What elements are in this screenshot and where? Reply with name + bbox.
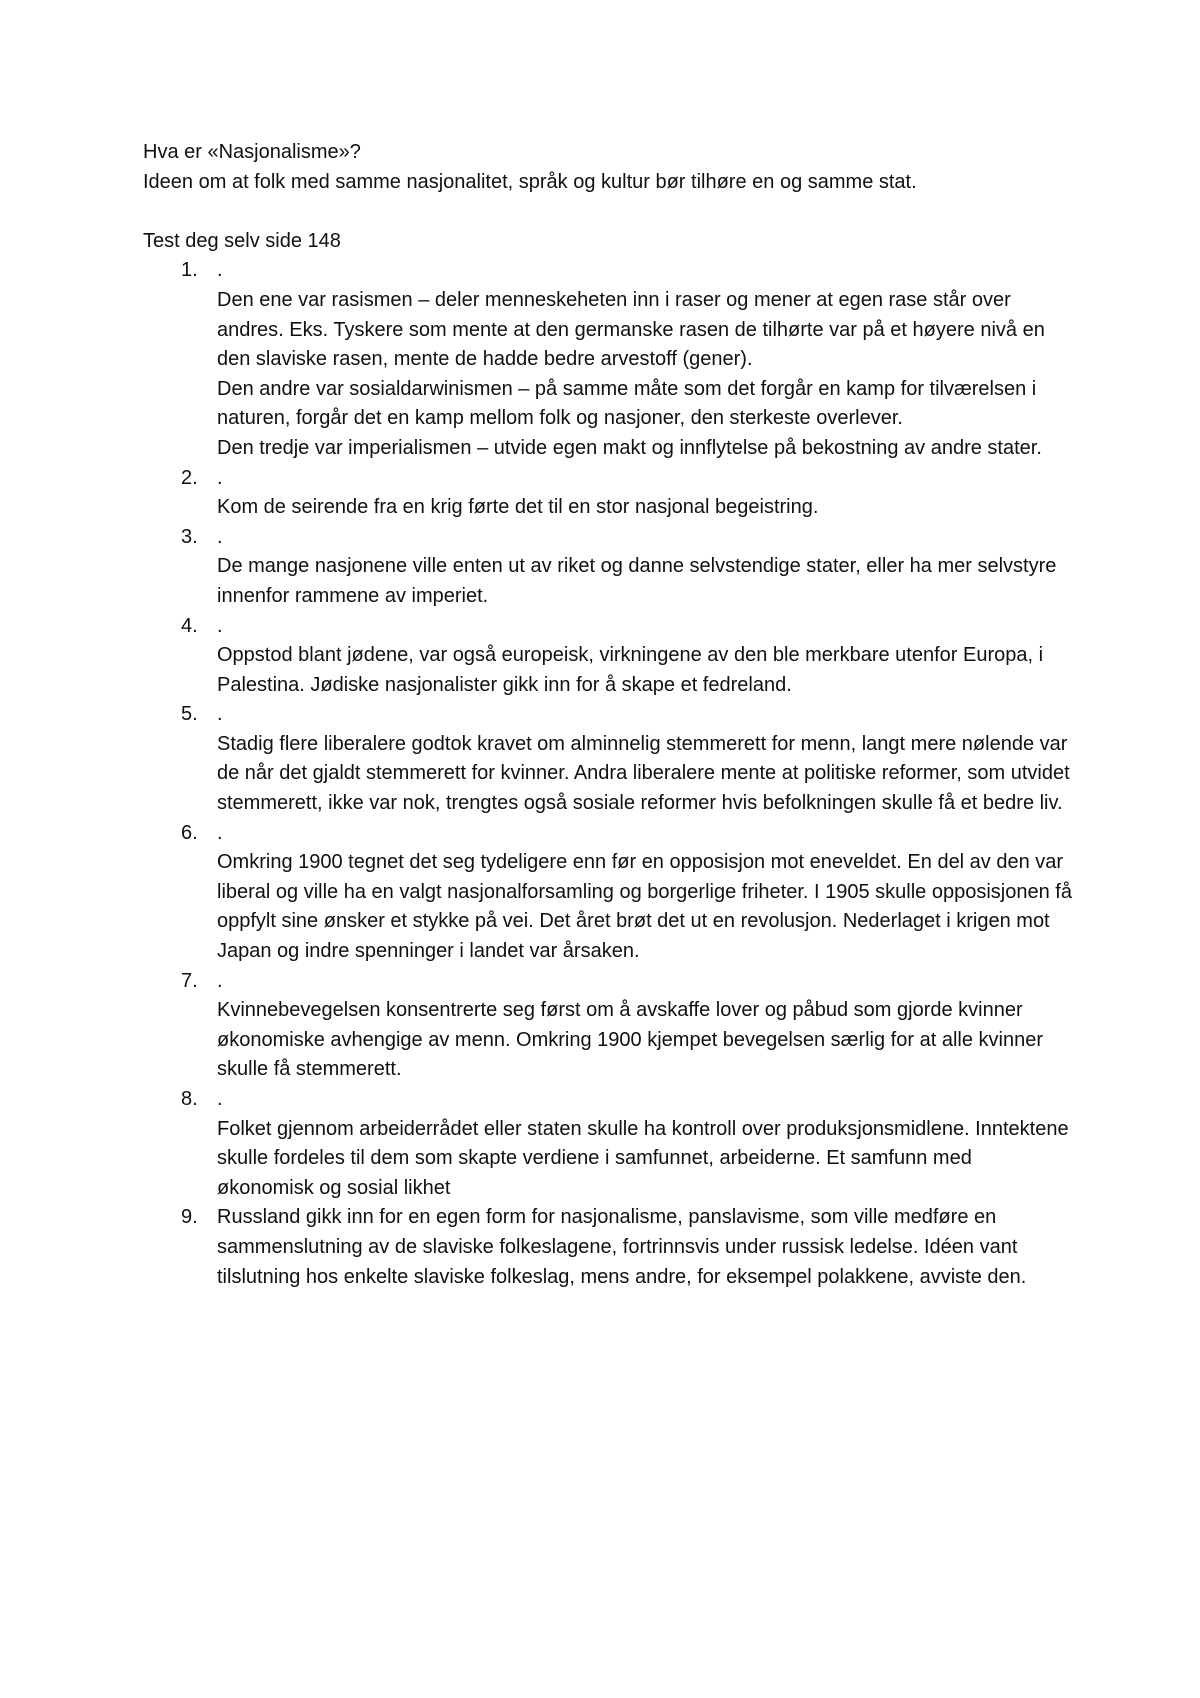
answer-paragraph: Den ene var rasismen – deler menneskeheten inn i raser og mener at egen rase står over andres. Eks. Tyskere som mente at den germanske rasen de tilhørte var på et høyere nivå en den slaviske rasen, mente de hadde bedre arvestoff (gener). <box>217 288 1045 371</box>
answer-paragraph: Oppstod blant jødene, var også europeisk, virkningene av den ble merkbare utenfor Europa, i Palestina. Jødiske nasjonalister gikk inn for å skape et fedreland. <box>217 644 1044 696</box>
answer-marker: . <box>217 821 223 844</box>
answer-list <box>143 256 1073 1292</box>
definition-text: Ideen om at folk med samme nasjonalitet, språk og kultur bør tilhøre en og samme stat. <box>143 170 917 193</box>
answer-item-8 <box>143 1085 1073 1203</box>
answer-marker: . <box>217 525 223 548</box>
answer-number: 2. <box>181 466 198 489</box>
answer-paragraph: Kvinnebevegelsen konsentrerte seg først om å avskaffe lover og påbud som gjorde kvinner økonomiske avhengige av menn. Omkring 1900 kjempet bevegelsen særlig for at alle kvinner skulle få stemmerett. <box>217 999 1043 1081</box>
answer-marker: . <box>217 466 223 489</box>
document-body <box>143 138 1073 1292</box>
answer-paragraph: Russland gikk inn for en egen form for nasjonalisme, panslavisme, som ville medføre en sammenslutning av de slaviske folkeslagene, fortrinnsvis under russisk ledelse. Idéen vant tilslutning hos enkelte slaviske folkeslag, mens andre, for eksempel polakkene, avviste den. <box>217 1206 1027 1288</box>
answer-paragraph: Folket gjennom arbeiderrådet eller staten skulle ha kontroll over produksjonsmidlene. Inntektene skulle fordeles til dem som skapte verdiene i samfunnet, arbeiderne. Et samfunn med økonomisk og sosial likhet <box>217 1117 1069 1199</box>
answer-paragraph: Den tredje var imperialismen – utvide egen makt og innflytelse på bekostning av andre stater. <box>217 436 1042 459</box>
answer-paragraph: Omkring 1900 tegnet det seg tydeligere enn før en opposisjon mot eneveldet. En del av den var liberal og ville ha en valgt nasjonalforsamling og borgerlige friheter. I 1905 skulle opposisjonen få oppfylt sine ønsker et stykke på vei. Det året brøt det ut en revolusjon. Nederlaget i krigen mot Japan og indre spenninger i landet var årsaken. <box>217 851 1072 963</box>
answer-marker: . <box>217 1088 223 1110</box>
answer-number: 4. <box>181 614 198 637</box>
answer-marker: . <box>217 969 223 992</box>
answer-number: 5. <box>181 703 198 726</box>
answer-item-7 <box>143 967 1073 1085</box>
answer-item-2 <box>143 464 1073 523</box>
answer-paragraph: De mange nasjonene ville enten ut av riket og danne selvstendige stater, eller ha mer selvstyre innenfor rammene av imperiet. <box>217 555 1057 607</box>
answer-number: 6. <box>181 821 198 844</box>
answer-number: 7. <box>181 969 198 992</box>
section-title: Test deg selv side 148 <box>143 229 341 252</box>
answer-paragraph: Den andre var sosialdarwinismen – på samme måte som det forgår en kamp for tilværelsen i naturen, forgår det en kamp mellom folk og nasjoner, den sterkeste overlever. <box>217 377 1037 430</box>
question-heading: Hva er «Nasjonalisme»? <box>143 141 361 163</box>
answer-number: 9. <box>181 1206 198 1229</box>
answer-item-5 <box>143 700 1073 818</box>
answer-marker: . <box>217 259 223 282</box>
answer-marker: . <box>217 703 223 726</box>
answer-item-4 <box>143 612 1073 701</box>
answer-number: 1. <box>181 259 198 282</box>
answer-marker: . <box>217 614 223 637</box>
answer-item-1 <box>143 256 1073 463</box>
answer-number: 3. <box>181 525 198 548</box>
answer-paragraph: Stadig flere liberalere godtok kravet om alminnelig stemmerett for menn, langt mere nølende var de når det gjaldt stemmerett for kvinner. Andra liberalere mente at politiske reformer, som utvidet stemmerett, ikke var nok, trengtes også sosiale reformer hvis befolkningen skulle få et bedre liv. <box>217 732 1070 815</box>
answer-paragraph: Kom de seirende fra en krig førte det til en stor nasjonal begeistring. <box>217 496 819 519</box>
blank-line <box>143 197 1073 227</box>
answer-number: 8. <box>181 1088 198 1110</box>
answer-item-9 <box>143 1203 1073 1292</box>
answer-item-3 <box>143 523 1073 612</box>
answer-item-6 <box>143 819 1073 967</box>
